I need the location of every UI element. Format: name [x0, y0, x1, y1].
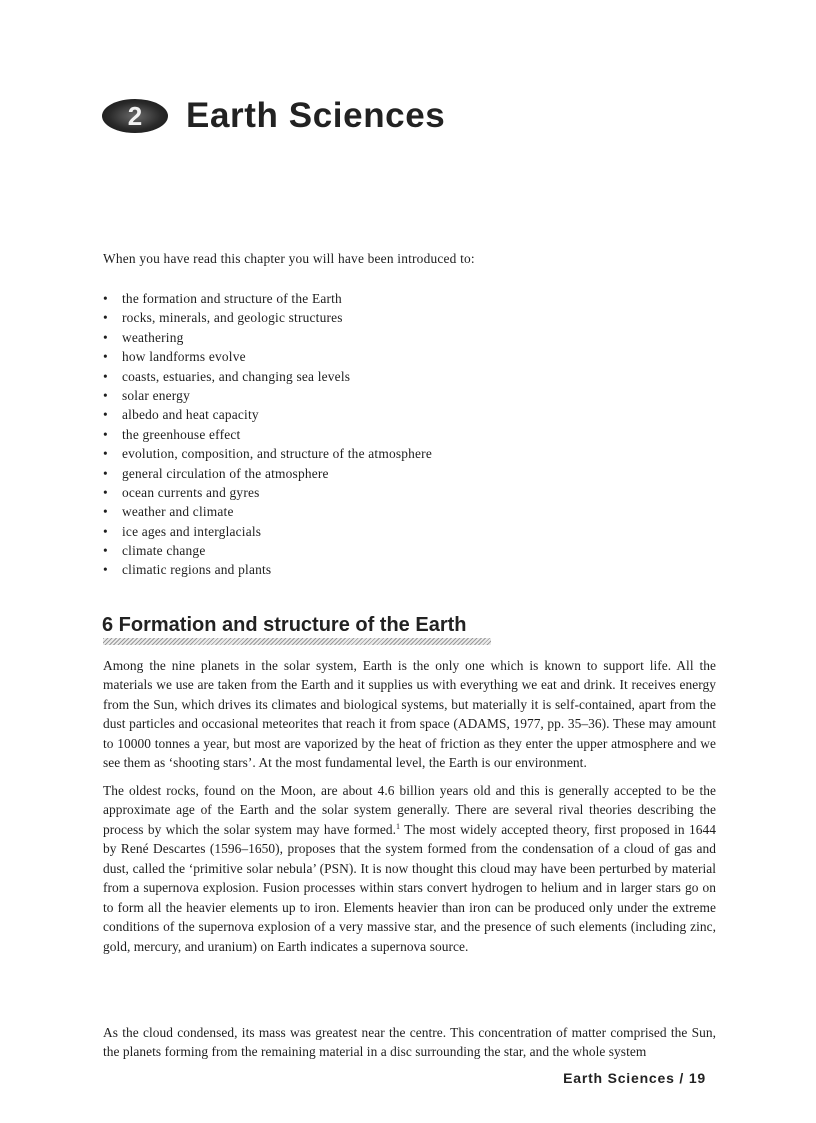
objective-text: the formation and structure of the Earth [122, 291, 342, 306]
paragraph-text: The oldest rocks, found on the Moon, are about 4.6 billion years old and this is generally accepted to be the approximate age of the Earth and the solar system generally. There are several rival theories describing the process by which the solar system may have formed. [103, 783, 716, 837]
objective-item [103, 464, 723, 483]
objective-text: albedo and heat capacity [122, 407, 259, 423]
objective-text: how landforms evolve [122, 349, 246, 365]
objective-item [103, 328, 723, 347]
paragraph-text: The most widely accepted theory, first proposed in 1644 by René Descartes (1596–1650), proposes that the system formed from the condensation of a cloud of gas and dust, called the ‘primitive solar nebula’ (PSN). It is now thought this cloud may have been perturbed by material from a supernova explosion. Fusion processes within stars convert hydrogen to helium and in larger stars go on to form all the heavier elements up to iron. Elements heavier than iron can be produced only under the extreme conditions of the supernova explosion of a very massive star, and the presence of such elements (including zinc, gold, mercury, and uranium) on Earth indicates a supernova source. [103, 821, 716, 954]
bullet-icon: • [103, 504, 108, 520]
objective-text: ice ages and interglacials [122, 523, 262, 539]
bullet-icon: • [103, 465, 108, 481]
objective-text: weather and climate [122, 504, 234, 520]
page-number: 19 [688, 1070, 706, 1086]
bullet-icon: • [103, 291, 108, 306]
objective-text: climate change [122, 543, 206, 559]
bullet-icon: • [103, 349, 108, 365]
objective-item [103, 425, 723, 444]
section-heading: 6 Formation and structure of the Earth [102, 614, 467, 636]
bullet-icon: • [103, 543, 108, 559]
bullet-icon: • [103, 446, 108, 462]
section-divider [103, 638, 491, 645]
objective-text: solar energy [122, 387, 190, 403]
objective-item [103, 560, 723, 579]
body-paragraph: As the cloud condensed, its mass was greatest near the centre. This concentration of matter comprised the Sun, the planets forming from the remaining material in a disc surrounding the star, and the whole system [103, 1025, 716, 1060]
objective-item [103, 541, 723, 560]
footer-separator: / [679, 1070, 685, 1086]
body-paragraph: Among the nine planets in the solar system, Earth is the only one which is known to support life. All the materials we use are taken from the Earth and it supplies us with everything we eat and drink. It receives energy from the Sun, which drives its climates and biological systems, but materially it is self-contained, apart from the dust particles and occasional meteorites that reach it from space (ADAMS, 1977, pp. 35–36). These may amount to 10000 tonnes a year, but most are vaporized by the heat of friction as they enter the upper atmosphere and we see them as ‘shooting stars’. At the most fundamental level, the Earth is our environment. [103, 658, 716, 771]
bullet-icon: • [103, 562, 108, 578]
intro-text: When you have read this chapter you will have been introduced to: [103, 251, 475, 266]
objective-item [103, 367, 723, 386]
bullet-icon: • [103, 368, 108, 384]
objective-item [103, 289, 723, 308]
objectives-list [103, 289, 723, 580]
running-head: Earth Sciences [563, 1070, 675, 1086]
bullet-icon: • [103, 523, 108, 539]
objective-text: weathering [122, 329, 184, 345]
objective-item [103, 308, 723, 327]
page-footer [563, 1070, 706, 1086]
objective-text: coasts, estuaries, and changing sea levels [122, 368, 351, 384]
objective-item [103, 502, 723, 521]
objective-item [103, 444, 723, 463]
objective-text: ocean currents and gyres [122, 484, 260, 500]
objective-text: climatic regions and plants [122, 562, 272, 578]
objective-item [103, 483, 723, 502]
bullet-icon: • [103, 484, 108, 500]
objective-text: rocks, minerals, and geologic structures [122, 310, 343, 326]
objective-item [103, 347, 723, 366]
objective-item [103, 522, 723, 541]
footnote-marker[interactable]: 1 [396, 821, 401, 831]
bullet-icon: • [103, 387, 108, 403]
chapter-number-badge: 2 [102, 99, 168, 133]
bullet-icon: • [103, 329, 108, 345]
chapter-title: Earth Sciences [186, 96, 446, 135]
bullet-icon: • [103, 426, 108, 442]
objective-text: general circulation of the atmosphere [122, 465, 329, 481]
body-paragraph [103, 781, 716, 956]
bullet-icon: • [103, 310, 108, 326]
objective-item [103, 386, 723, 405]
objective-text: the greenhouse effect [122, 426, 241, 442]
objective-item [103, 405, 723, 424]
bullet-icon: • [103, 407, 108, 423]
objective-text: evolution, composition, and structure of the atmosphere [122, 446, 432, 462]
